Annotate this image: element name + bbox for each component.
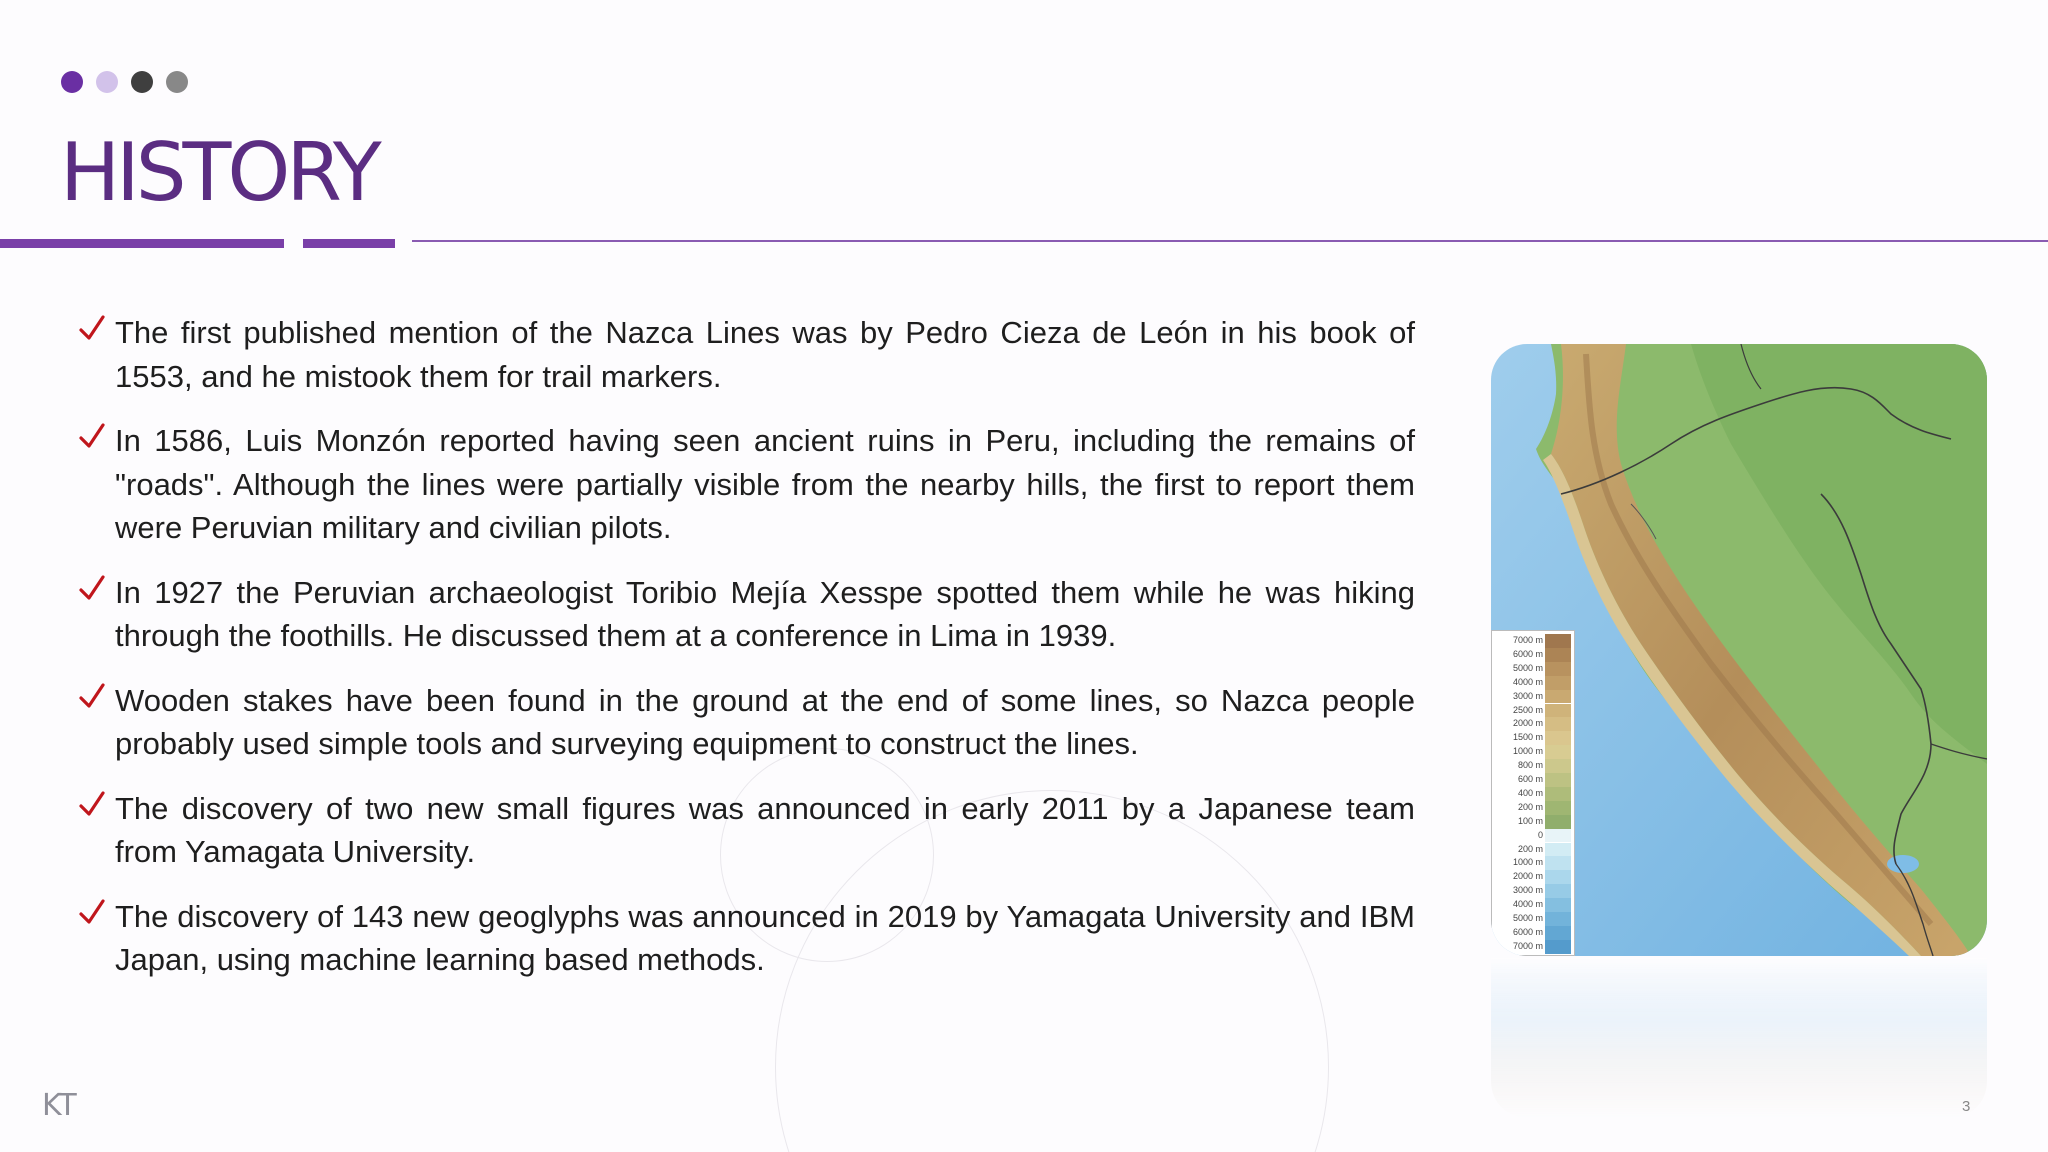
legend-swatch <box>1545 912 1571 926</box>
legend-swatch <box>1545 815 1571 829</box>
legend-swatch <box>1545 926 1571 940</box>
title-dots <box>61 71 188 93</box>
legend-label: 100 m <box>1517 815 1543 826</box>
legend-label: 4000 m <box>1512 676 1543 687</box>
legend-row <box>1495 829 1573 843</box>
legend-row <box>1495 690 1573 704</box>
legend-label: 3000 m <box>1512 885 1543 896</box>
legend-swatch <box>1545 856 1571 870</box>
legend-label: 5000 m <box>1512 913 1543 923</box>
legend-row <box>1495 856 1573 870</box>
legend-swatch <box>1545 717 1571 731</box>
legend-swatch <box>1545 843 1571 857</box>
legend-swatch <box>1545 704 1571 718</box>
legend-row <box>1495 745 1573 759</box>
legend-label: 6000 m <box>1512 926 1543 937</box>
bullet-text: Wooden stakes have been found in the ground at the end of some lines, so Nazca people probably used simple tools and surveying equipment to construct the lines. <box>115 682 1415 761</box>
legend-swatch <box>1545 648 1571 662</box>
legend-row <box>1495 843 1573 857</box>
dot-3 <box>131 71 153 93</box>
bullet-list <box>78 311 1415 1003</box>
bullet-text: The discovery of 143 new geoglyphs was announced in 2019 by Yamagata University and IBM Japan, using machine learning based methods. <box>115 898 1415 977</box>
legend-swatch <box>1545 690 1571 704</box>
legend-row <box>1495 926 1573 940</box>
legend-swatch <box>1545 662 1571 676</box>
legend-row <box>1495 773 1573 787</box>
legend-label: 2000 m <box>1512 718 1543 729</box>
legend-row <box>1495 898 1573 912</box>
legend-swatch <box>1545 759 1571 773</box>
legend-swatch <box>1545 731 1571 745</box>
legend-label: 3000 m <box>1512 690 1543 701</box>
bullet-text: The first published mention of the Nazca Lines was by Pedro Cieza de León in his book of 1553, and he mistook them for trail markers. <box>115 315 1415 394</box>
legend-row <box>1495 759 1573 773</box>
checkmark-icon <box>78 313 106 343</box>
page-number: 3 <box>1962 1098 1971 1115</box>
legend-label: 1500 m <box>1512 732 1543 743</box>
legend-label: 800 m <box>1517 760 1543 771</box>
legend-label: 4000 m <box>1512 899 1543 910</box>
legend-swatch <box>1545 745 1571 759</box>
dot-1 <box>61 71 83 93</box>
legend-label: 200 m <box>1517 801 1543 812</box>
dot-2 <box>96 71 118 93</box>
bullet-item <box>78 679 1415 766</box>
legend-label: 6000 m <box>1512 648 1543 659</box>
checkmark-icon <box>78 573 106 603</box>
legend-label: 2500 m <box>1512 704 1543 715</box>
legend-row <box>1495 884 1573 898</box>
dot-4 <box>166 71 188 93</box>
legend-label: 200 m <box>1517 843 1543 854</box>
legend-swatch <box>1545 898 1571 912</box>
peru-relief-map <box>1491 344 1987 956</box>
bullet-text: In 1586, Luis Monzón reported having seen ancient ruins in Peru, including the remains of "roads". Although the lines were partially visible from the nearby hills, the first to report them were Peruvian military and civilian pilots. <box>115 423 1415 545</box>
legend-swatch <box>1545 884 1571 898</box>
bullet-item <box>78 895 1415 982</box>
map-reflection <box>1491 958 1987 1118</box>
bullet-item <box>78 571 1415 658</box>
legend-row <box>1495 940 1573 954</box>
checkmark-icon <box>78 681 106 711</box>
legend-row <box>1495 662 1573 676</box>
legend-swatch <box>1545 870 1571 884</box>
slide-title: HISTORY <box>60 126 378 219</box>
legend-swatch <box>1545 940 1571 954</box>
legend-row <box>1495 815 1573 829</box>
map-image <box>1491 344 1987 956</box>
legend-swatch <box>1545 676 1571 690</box>
legend-row <box>1495 704 1573 718</box>
legend-label: 7000 m <box>1512 940 1543 951</box>
bullet-item <box>78 419 1415 550</box>
legend-row <box>1495 717 1573 731</box>
legend-label: 600 m <box>1517 774 1543 784</box>
legend-row <box>1495 870 1573 884</box>
legend-row <box>1495 912 1573 926</box>
bullet-text: The discovery of two new small figures was announced in early 2011 by a Japanese team from Yamagata University. <box>115 790 1415 869</box>
checkmark-icon <box>78 421 106 451</box>
legend-swatch <box>1545 787 1571 801</box>
title-rule-thick-2 <box>303 239 395 248</box>
legend-row <box>1495 801 1573 815</box>
legend-label: 2000 m <box>1512 871 1543 882</box>
legend-row <box>1495 787 1573 801</box>
legend-swatch <box>1545 634 1571 648</box>
legend-label: 7000 m <box>1512 635 1543 645</box>
legend-label: 400 m <box>1517 787 1543 798</box>
legend-label: 5000 m <box>1512 662 1543 673</box>
title-rule-thick-1 <box>0 239 284 248</box>
checkmark-icon <box>78 789 106 819</box>
legend-label: 1000 m <box>1512 746 1543 757</box>
legend-row <box>1495 731 1573 745</box>
legend-label: 0 <box>1537 829 1543 840</box>
legend-swatch <box>1545 773 1571 787</box>
elevation-legend <box>1491 630 1575 956</box>
legend-swatch <box>1545 801 1571 815</box>
title-rule-thin <box>412 240 2048 242</box>
legend-swatch <box>1545 829 1571 843</box>
footer-logo: KT <box>42 1088 76 1123</box>
checkmark-icon <box>78 897 106 927</box>
bullet-item <box>78 787 1415 874</box>
legend-row <box>1495 676 1573 690</box>
bullet-text: In 1927 the Peruvian archaeologist Toribio Mejía Xesspe spotted them while he was hiking through the foothills. He discussed them at a conference in Lima in 1939. <box>115 574 1415 653</box>
legend-row <box>1495 634 1573 648</box>
legend-label: 1000 m <box>1512 857 1543 868</box>
legend-row <box>1495 648 1573 662</box>
bullet-item <box>78 311 1415 398</box>
